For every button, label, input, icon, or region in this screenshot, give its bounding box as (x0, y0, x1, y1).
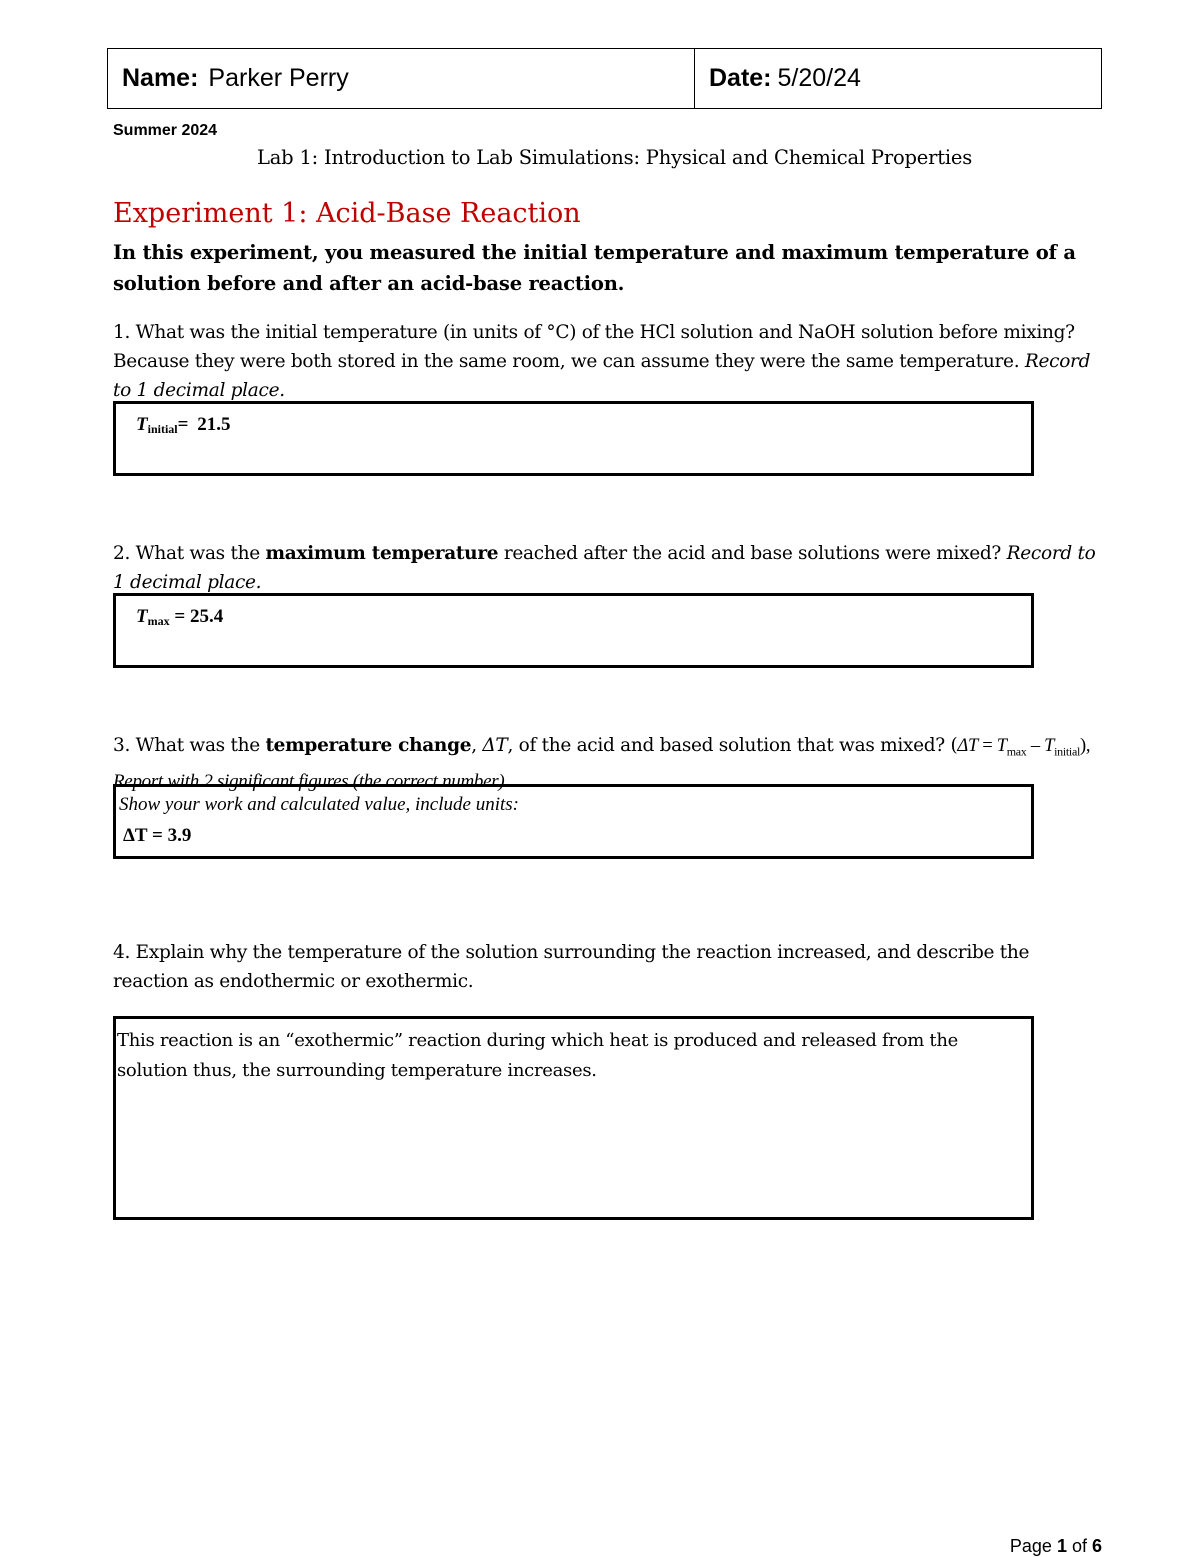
answer-1-eq: = (177, 414, 194, 435)
answer-box-2[interactable] (113, 593, 1034, 668)
header-table (107, 48, 1102, 109)
page-total: 6 (1091, 1536, 1102, 1556)
answer-2 (136, 606, 223, 629)
formula (957, 736, 1091, 759)
t-max-sub: max (147, 614, 170, 628)
page-footer (1010, 1536, 1102, 1557)
question-2 (113, 539, 1103, 597)
answer-box-1[interactable] (113, 401, 1034, 476)
question-2-bold: maximum temperature (265, 543, 499, 564)
question-2-text-before: 2. What was the (113, 543, 266, 564)
formula-minus: – (1026, 736, 1045, 756)
name-cell (108, 49, 695, 108)
question-3-bold: temperature change (265, 735, 472, 756)
answer-2-value: 25.4 (189, 606, 224, 627)
formula-sub-initial: initial (1054, 744, 1081, 759)
question-1-text: 1. What was the initial temperature (in units of °C) of the HCl solution and NaOH solution before mixing? Because they were both stored in the same room, we can assume they were the same temperature. (113, 322, 1075, 372)
answer-1-value: 21.5 (197, 414, 231, 435)
question-3-comma: , (471, 735, 483, 756)
date-value: 5/20/24 (777, 64, 861, 92)
experiment-title: Experiment 1: Acid-Base Reaction (113, 198, 581, 229)
question-1-instruction: Record to 1 decimal place. (113, 351, 1091, 401)
question-3-instruction: Report with 2 significant figures (the correct number). (113, 770, 509, 792)
answer-3 (123, 825, 191, 847)
answer-2-eq: = (169, 606, 190, 627)
formula-delta: ΔT (957, 736, 978, 756)
date-cell (695, 49, 1101, 108)
name-label: Name: (122, 64, 199, 92)
answer-3-value: 3.9 (167, 825, 192, 846)
answer-1 (136, 414, 230, 437)
formula-close: ), (1080, 736, 1091, 756)
question-3-text-before: 3. What was the (113, 735, 266, 756)
t-initial-sub: initial (147, 422, 178, 436)
answer-3-eq: = (147, 825, 168, 846)
answer-3-label: ΔT (123, 825, 148, 846)
formula-eq: = (977, 736, 997, 756)
question-1 (113, 318, 1103, 405)
answer-3-prompt: Show your work and calculated value, include units: (119, 794, 519, 815)
answer-box-4[interactable] (113, 1016, 1034, 1220)
question-2-text-after: reached after the acid and base solutions were mixed? (498, 543, 1002, 564)
t-initial-var: T (136, 414, 148, 435)
answer-box-3[interactable] (113, 784, 1034, 859)
formula-t-max: T (996, 736, 1007, 756)
page-number: 1 (1056, 1536, 1067, 1556)
name-value: Parker Perry (208, 64, 349, 92)
term-label: Summer 2024 (113, 122, 218, 139)
question-2-instruction: Record to 1 decimal place. (113, 543, 1096, 593)
intro-text: In this experiment, you measured the initial temperature and maximum temperature of a solution before and after an acid-base reaction. (113, 241, 1076, 295)
question-3-text-after: , of the acid and based solution that was mixed? ( (507, 735, 958, 756)
lab-title: Lab 1: Introduction to Lab Simulations: Physical and Chemical Properties (257, 146, 973, 169)
t-max-var: T (136, 606, 148, 627)
question-4-text: 4. Explain why the temperature of the solution surrounding the reaction increased, and describe the reaction as endothermic or exothermic. (113, 942, 1030, 992)
question-4 (113, 938, 1103, 996)
date-label: Date: (709, 64, 772, 92)
formula-sub-max: max (1006, 744, 1027, 759)
delta-t-symbol: ΔT (482, 735, 508, 756)
page-word: Page (1009, 1536, 1057, 1556)
of-word: of (1066, 1536, 1092, 1556)
formula-t-initial: T (1044, 736, 1055, 756)
answer-4: This reaction is an “exothermic” reaction during which heat is produced and released from the solution thus, the surrounding temperature increases. (117, 1030, 958, 1081)
